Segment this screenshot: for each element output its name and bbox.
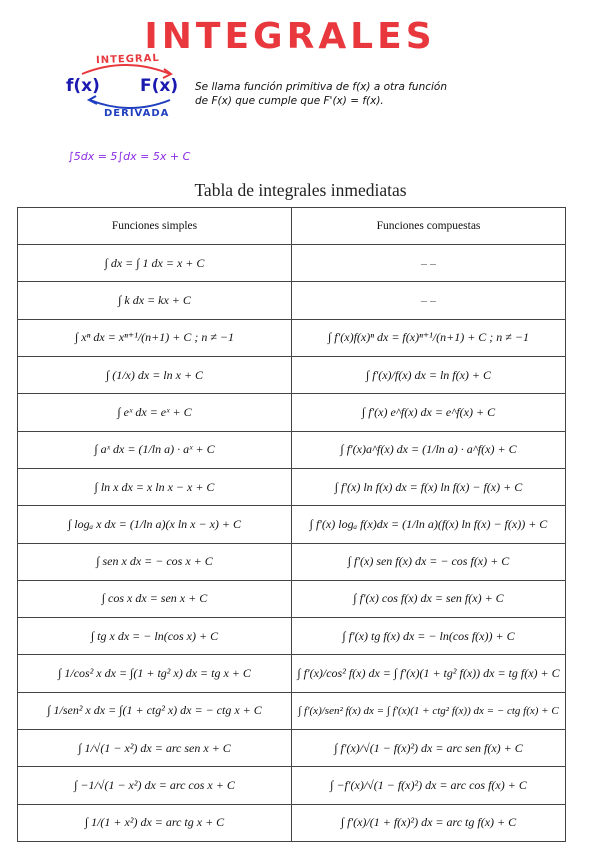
example-integral: ∫5dx = 5∫dx = 5x + C — [68, 150, 191, 163]
table-row — [18, 394, 566, 431]
table-row — [18, 356, 566, 393]
simple-formula-cell: ∫ dx = ∫ 1 dx = x + C — [18, 245, 292, 282]
definition-line-2: de F(x) que cumple que F'(x) = f(x). — [195, 95, 384, 107]
simple-formula-cell: ∫ (1/x) dx = ln x + C — [18, 356, 292, 393]
composite-formula-cell: ∫ f′(x)/cos² f(x) dx = ∫ f′(x)(1 + tg² f(x)) dx = tg f(x) + C — [292, 655, 566, 692]
composite-formula-cell: ∫ f′(x)a^f(x) dx = (1/ln a) · a^f(x) + C — [292, 431, 566, 468]
composite-formula-cell: – – — [292, 245, 566, 282]
simple-formula-cell: ∫ 1/√(1 − x²) dx = arc sen x + C — [18, 730, 292, 767]
table-row — [18, 506, 566, 543]
definition-text — [195, 80, 595, 108]
composite-formula-cell: ∫ f′(x) ln f(x) dx = f(x) ln f(x) − f(x) + C — [292, 468, 566, 505]
simple-formula-cell: ∫ k dx = kx + C — [18, 282, 292, 319]
F-label: F(x) — [140, 76, 179, 96]
table-row — [18, 319, 566, 356]
simple-formula-cell: ∫ 1/(1 + x²) dx = arc tg x + C — [18, 804, 292, 841]
simple-formula-cell: ∫ 1/sen² x dx = ∫(1 + ctg² x) dx = − ctg x + C — [18, 692, 292, 729]
composite-formula-cell: ∫ f′(x)/√(1 − f(x)²) dx = arc sen f(x) + C — [292, 730, 566, 767]
table-header-row — [18, 208, 566, 245]
table-row — [18, 245, 566, 282]
composite-formula-cell: – – — [292, 282, 566, 319]
integrals-table — [17, 207, 566, 842]
table-row — [18, 767, 566, 804]
composite-formula-cell: ∫ f′(x)/(1 + f(x)²) dx = arc tg f(x) + C — [292, 804, 566, 841]
composite-formula-cell: ∫ −f′(x)/√(1 − f(x)²) dx = arc cos f(x) + C — [292, 767, 566, 804]
derivative-label: DERIVADA — [104, 108, 170, 119]
f-label: f(x) — [66, 76, 100, 96]
composite-formula-cell: ∫ f′(x) sen f(x) dx = − cos f(x) + C — [292, 543, 566, 580]
composite-formula-cell: ∫ f′(x) cos f(x) dx = sen f(x) + C — [292, 580, 566, 617]
simple-formula-cell: ∫ xⁿ dx = xⁿ⁺¹/(n+1) + C ; n ≠ −1 — [18, 319, 292, 356]
table-row — [18, 692, 566, 729]
integral-label: INTEGRAL — [95, 52, 160, 67]
composite-formula-cell: ∫ f′(x)/f(x) dx = ln f(x) + C — [292, 356, 566, 393]
composite-formula-cell: ∫ f′(x) e^f(x) dx = e^f(x) + C — [292, 394, 566, 431]
table-row — [18, 282, 566, 319]
header-simple: Funciones simples — [18, 208, 292, 245]
table-row — [18, 580, 566, 617]
simple-formula-cell: ∫ aˣ dx = (1/ln a) · aˣ + C — [18, 431, 292, 468]
table-row — [18, 730, 566, 767]
simple-formula-cell: ∫ sen x dx = − cos x + C — [18, 543, 292, 580]
simple-formula-cell: ∫ ln x dx = x ln x − x + C — [18, 468, 292, 505]
title-text: INTEGRALES — [144, 16, 436, 57]
table-body — [18, 245, 566, 842]
definition-line-1: Se llama función primitiva de f(x) a otra función — [195, 81, 447, 93]
simple-formula-cell: ∫ tg x dx = − ln(cos x) + C — [18, 618, 292, 655]
header-composite: Funciones compuestas — [292, 208, 566, 245]
table-row — [18, 655, 566, 692]
composite-formula-cell: ∫ f′(x)/sen² f(x) dx = ∫ f′(x)(1 + ctg² f(x)) dx = − ctg f(x) + C — [292, 692, 566, 729]
composite-formula-cell: ∫ f′(x) tg f(x) dx = − ln(cos f(x)) + C — [292, 618, 566, 655]
table-title: Tabla de integrales inmediatas — [194, 180, 407, 200]
notes-title — [144, 8, 436, 62]
composite-formula-cell: ∫ f′(x)f(x)ⁿ dx = f(x)ⁿ⁺¹/(n+1) + C ; n ≠ −1 — [292, 319, 566, 356]
table-row — [18, 804, 566, 841]
simple-formula-cell: ∫ eˣ dx = eˣ + C — [18, 394, 292, 431]
simple-formula-cell: ∫ cos x dx = sen x + C — [18, 580, 292, 617]
table-row — [18, 431, 566, 468]
simple-formula-cell: ∫ logₐ x dx = (1/ln a)(x ln x − x) + C — [18, 506, 292, 543]
table-row — [18, 543, 566, 580]
simple-formula-cell: ∫ −1/√(1 − x²) dx = arc cos x + C — [18, 767, 292, 804]
table-row — [18, 618, 566, 655]
table-row — [18, 468, 566, 505]
composite-formula-cell: ∫ f′(x) logₐ f(x)dx = (1/ln a)(f(x) ln f(x) − f(x)) + C — [292, 506, 566, 543]
simple-formula-cell: ∫ 1/cos² x dx = ∫(1 + tg² x) dx = tg x + C — [18, 655, 292, 692]
